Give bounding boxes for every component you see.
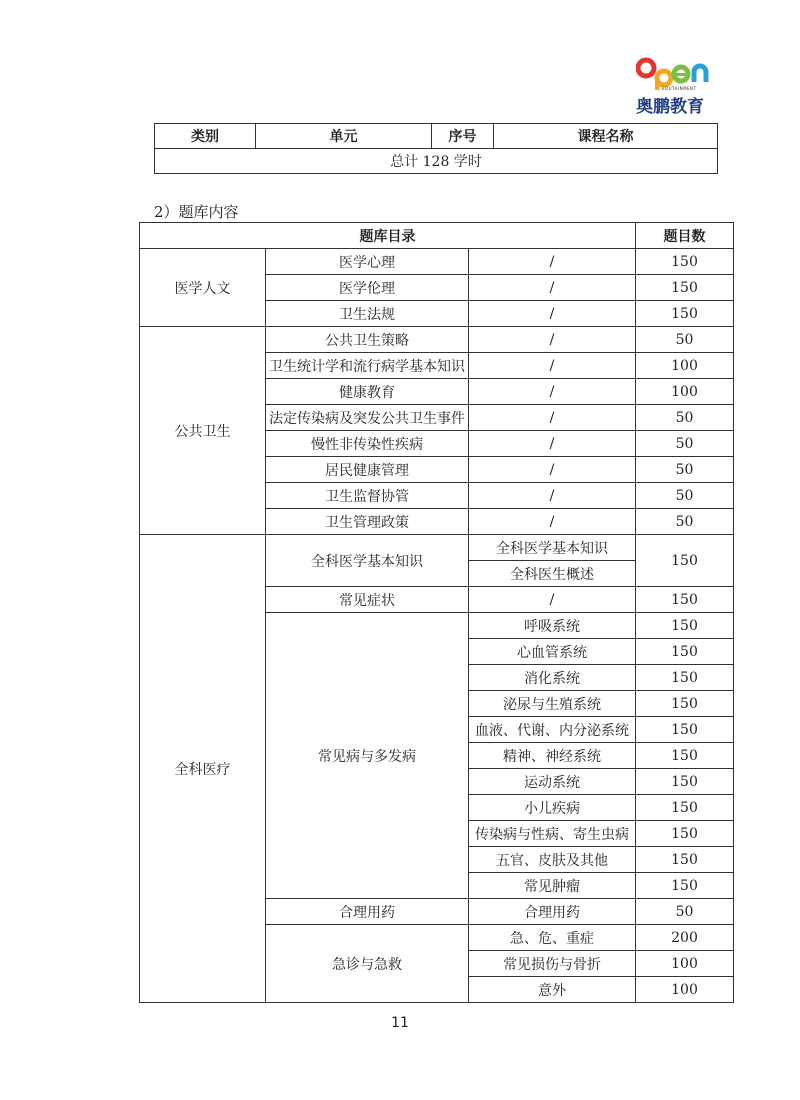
header-unit: 单元: [256, 124, 432, 149]
section-title: 2）题库内容: [154, 203, 239, 221]
unit-cell: 急诊与急救: [266, 925, 469, 1003]
count-cell: 100: [636, 379, 734, 405]
count-cell: 150: [636, 301, 734, 327]
count-cell: 150: [636, 691, 734, 717]
count-cell: 150: [636, 873, 734, 899]
sub-cell: /: [469, 249, 636, 275]
bank-table-header: [140, 223, 734, 249]
sub-cell: 运动系统: [469, 769, 636, 795]
header-number: 序号: [432, 124, 494, 149]
table-row: [140, 327, 734, 353]
sub-cell: 全科医生概述: [469, 561, 636, 587]
sub-cell: /: [469, 275, 636, 301]
category-cell: 医学人文: [140, 249, 266, 327]
count-cell: 150: [636, 769, 734, 795]
unit-cell: 医学伦理: [266, 275, 469, 301]
count-cell: 150: [636, 795, 734, 821]
count-cell: 150: [636, 743, 734, 769]
unit-cell: 合理用药: [266, 899, 469, 925]
category-cell: 公共卫生: [140, 327, 266, 535]
logo-tagline: EDUTAINMENT: [662, 86, 697, 91]
count-cell: 50: [636, 431, 734, 457]
table-row: [140, 249, 734, 275]
count-cell: 50: [636, 327, 734, 353]
unit-cell: 卫生监督协管: [266, 483, 469, 509]
sub-cell: 全科医学基本知识: [469, 535, 636, 561]
logo: [632, 56, 712, 118]
sub-cell: /: [469, 405, 636, 431]
category-cell: 全科医疗: [140, 535, 266, 1003]
sub-cell: /: [469, 587, 636, 613]
sub-cell: 常见损伤与骨折: [469, 951, 636, 977]
count-cell: 150: [636, 847, 734, 873]
sub-cell: /: [469, 457, 636, 483]
count-cell: 50: [636, 899, 734, 925]
count-cell: 150: [636, 535, 734, 587]
count-cell: 100: [636, 353, 734, 379]
header-bank-directory: 题库目录: [140, 223, 636, 249]
sub-cell: 传染病与性病、寄生虫病: [469, 821, 636, 847]
unit-cell: 常见病与多发病: [266, 613, 469, 899]
page-number: 11: [391, 1015, 409, 1031]
sub-cell: 合理用药: [469, 899, 636, 925]
sub-cell: /: [469, 327, 636, 353]
header-category: 类别: [155, 124, 256, 149]
count-cell: 150: [636, 249, 734, 275]
count-cell: 150: [636, 613, 734, 639]
count-cell: 50: [636, 405, 734, 431]
sub-cell: 意外: [469, 977, 636, 1003]
unit-cell: 常见症状: [266, 587, 469, 613]
open-logo-letters: [636, 56, 710, 90]
count-cell: 50: [636, 457, 734, 483]
unit-cell: 居民健康管理: [266, 457, 469, 483]
count-cell: 200: [636, 925, 734, 951]
sub-cell: 呼吸系统: [469, 613, 636, 639]
unit-cell: 医学心理: [266, 249, 469, 275]
unit-cell: 健康教育: [266, 379, 469, 405]
sub-cell: 五官、皮肤及其他: [469, 847, 636, 873]
count-cell: 150: [636, 665, 734, 691]
sub-cell: 小儿疾病: [469, 795, 636, 821]
course-total: 总计 128 学时: [155, 149, 718, 174]
sub-cell: 消化系统: [469, 665, 636, 691]
header-course-name: 课程名称: [494, 124, 718, 149]
sub-cell: 常见肿瘤: [469, 873, 636, 899]
table-row: [140, 535, 734, 561]
count-cell: 150: [636, 275, 734, 301]
count-cell: 150: [636, 587, 734, 613]
count-cell: 50: [636, 509, 734, 535]
course-table: [154, 123, 718, 174]
unit-cell: 公共卫生策略: [266, 327, 469, 353]
unit-cell: 卫生管理政策: [266, 509, 469, 535]
sub-cell: /: [469, 431, 636, 457]
header-question-count: 题目数: [636, 223, 734, 249]
count-cell: 100: [636, 951, 734, 977]
count-cell: 100: [636, 977, 734, 1003]
count-cell: 50: [636, 483, 734, 509]
sub-cell: /: [469, 483, 636, 509]
logo-name: 奥鹏教育: [636, 97, 704, 117]
unit-cell: 卫生统计学和流行病学基本知识: [266, 353, 469, 379]
unit-cell: 慢性非传染性疾病: [266, 431, 469, 457]
sub-cell: /: [469, 353, 636, 379]
unit-cell: 法定传染病及突发公共卫生事件: [266, 405, 469, 431]
count-cell: 150: [636, 639, 734, 665]
sub-cell: 急、危、重症: [469, 925, 636, 951]
question-bank-table: [139, 222, 734, 1003]
sub-cell: /: [469, 301, 636, 327]
course-table-header: [155, 124, 718, 149]
sub-cell: /: [469, 509, 636, 535]
sub-cell: 心血管系统: [469, 639, 636, 665]
sub-cell: 血液、代谢、内分泌系统: [469, 717, 636, 743]
unit-cell: 全科医学基本知识: [266, 535, 469, 587]
count-cell: 150: [636, 717, 734, 743]
sub-cell: 精神、神经系统: [469, 743, 636, 769]
sub-cell: 泌尿与生殖系统: [469, 691, 636, 717]
unit-cell: 卫生法规: [266, 301, 469, 327]
sub-cell: /: [469, 379, 636, 405]
count-cell: 150: [636, 821, 734, 847]
